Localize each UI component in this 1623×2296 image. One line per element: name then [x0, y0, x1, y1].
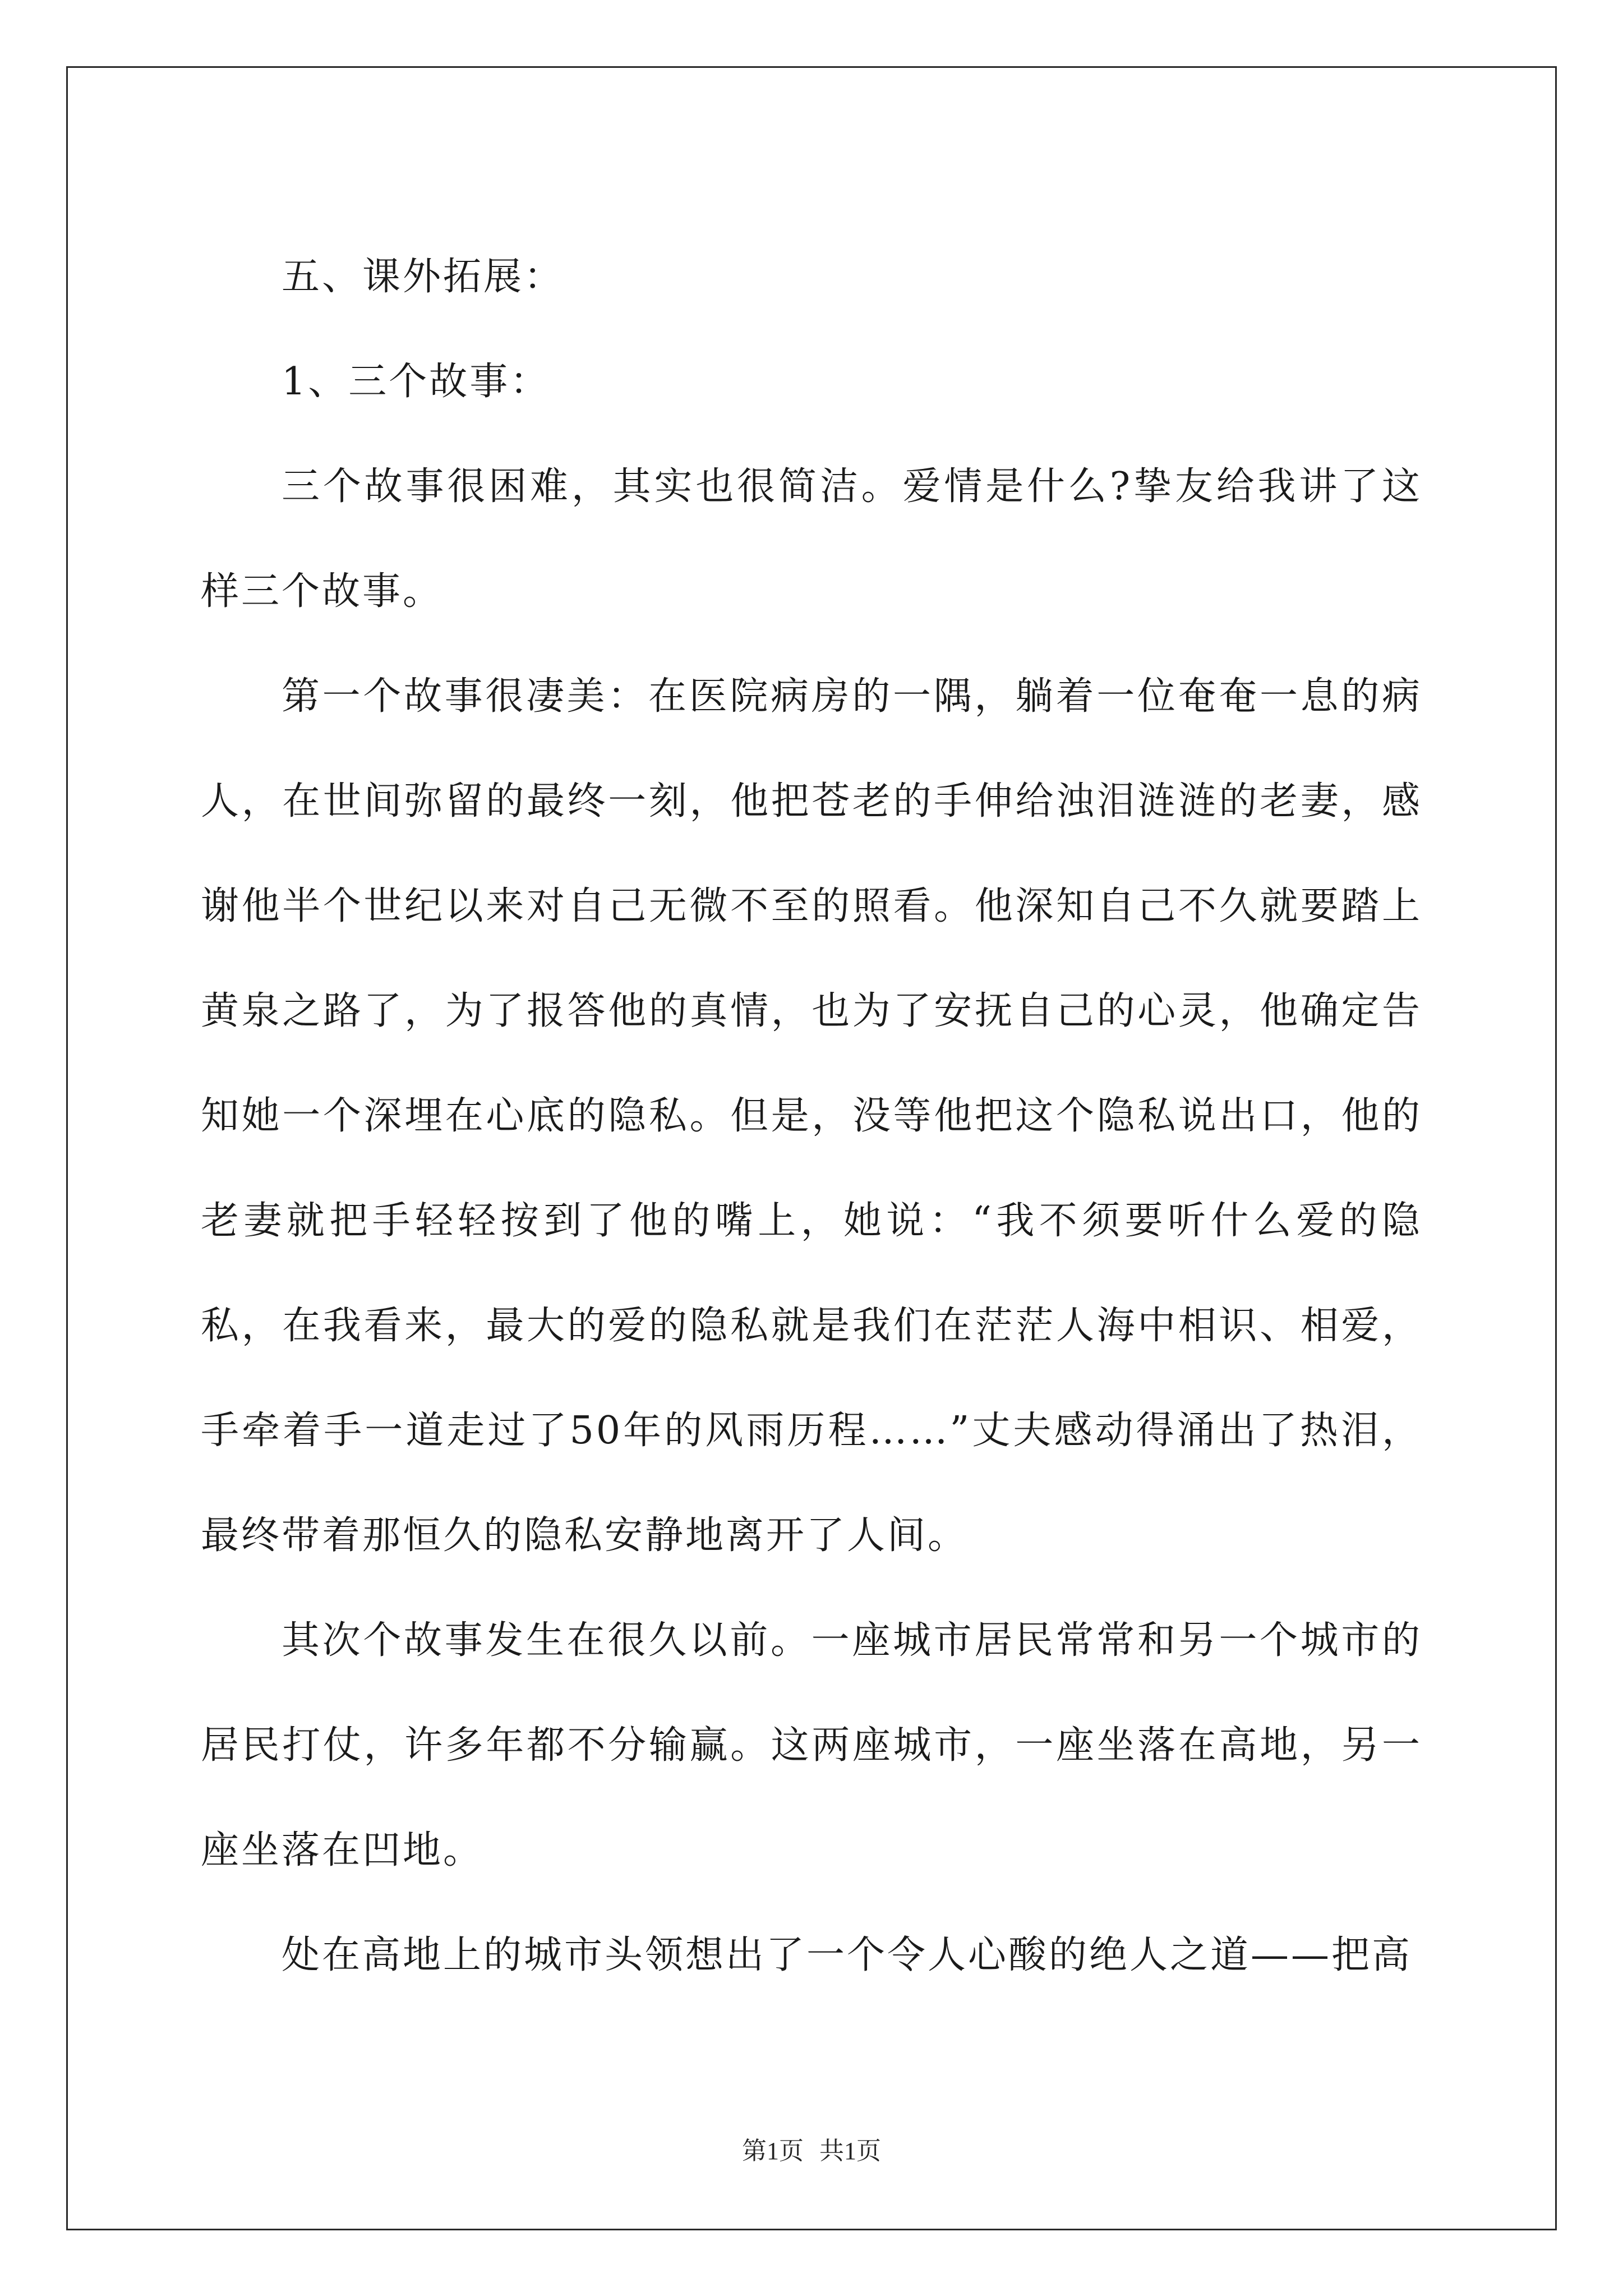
- paragraph-story-one: 第一个故事很凄美：在医院病房的一隅，躺着一位奄奄一息的病人，在世间弥留的最终一刻，他把苍老的手伸给浊泪涟涟的老妻，感谢他半个世纪以来对自己无微不至的照看。他深知自己不久就要踏上黄泉之路了，为了报答他的真情，也为了安抚自己的心灵，他确定告知她一个深埋在心底的隐私。但是，没等他把这个隐私说出口，他的老妻就把手轻轻按到了他的嘴上，她说：“我不须要听什么爱的隐私，在我看来，最大的爱的隐私就是我们在茫茫人海中相识、相爱，手牵着手一道走过了50年的风雨历程……”丈夫感动得涌出了热泪，最终带着那恒久的隐私安静地离开了人间。: [201, 674, 1423, 1558]
- paragraph-story-two: 其次个故事发生在很久以前。一座城市居民常常和另一个城市的居民打仗，许多年都不分输赢。这两座城市，一座坐落在高地，另一座坐落在凹地。: [201, 1618, 1422, 1872]
- section-heading: 五、课外拓展：: [282, 255, 565, 299]
- page-footer: [0, 2131, 1623, 2166]
- page-total: 共1页: [819, 2137, 881, 2165]
- document-body: [201, 224, 1422, 2008]
- paragraph-intro: 三个故事很困难，其实也很简洁。爱情是什么?挚友给我讲了这样三个故事。: [201, 464, 1422, 614]
- paragraph-story-two-continued: 处在高地上的城市头领想出了一个令人心酸的绝人之道——把高: [282, 1933, 1413, 1977]
- page-number: 第1页: [742, 2137, 804, 2165]
- subsection-heading: 1、三个故事：: [282, 360, 551, 404]
